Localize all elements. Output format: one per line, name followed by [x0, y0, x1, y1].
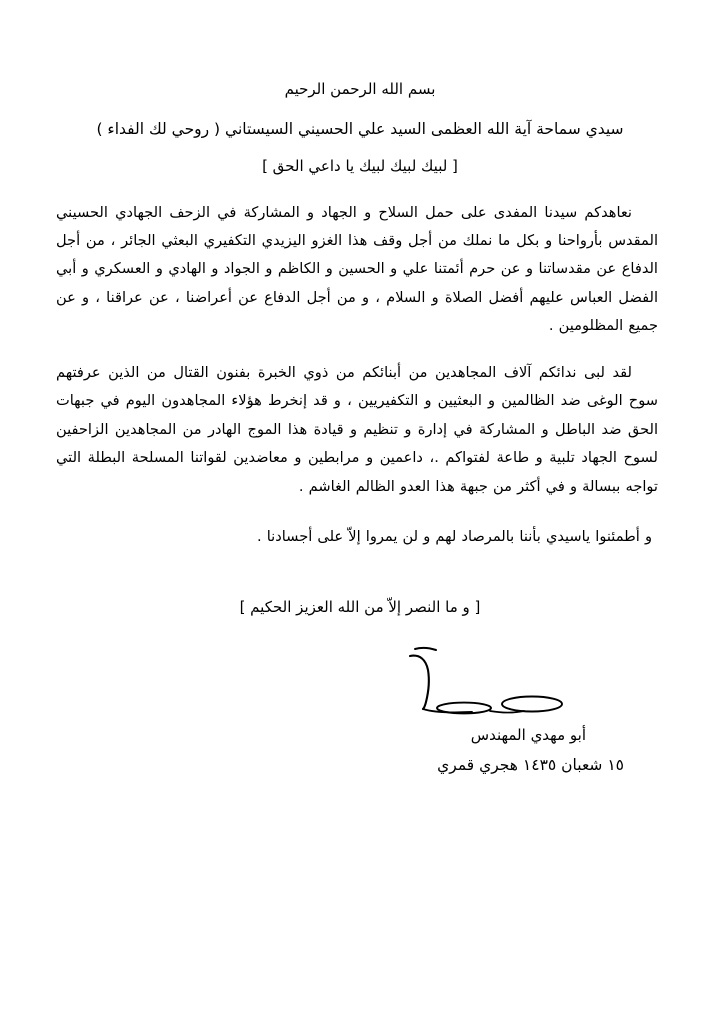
- addressee-line: سيدي سماحة آية الله العظمى السيد علي الحسيني السيستاني ( روحي لك الفداء ): [96, 120, 624, 139]
- salutation-line: [ لبيك لبيك لبيك يا داعي الحق ]: [262, 157, 458, 176]
- closing-verse: [ و ما النصر إلاّ من الله العزيز الحكيم ]: [239, 597, 481, 616]
- handwritten-signature-icon: [402, 646, 632, 724]
- basmala-line: بسم الله الرحمن الرحيم: [284, 80, 436, 98]
- letter-header: [0, 78, 720, 179]
- signature-date: ١٥ شعبان ١٤٣٥ هجري قمري: [437, 755, 624, 774]
- signature-block: [0, 646, 720, 774]
- signature-name: أبو مهدي المهندس: [470, 725, 586, 744]
- body-paragraph-2: لقد لبى ندائكم آلاف المجاهدين من أبنائكم من ذوي الخبرة بفنون القتال من الذين عرفتهم سوح الوغى ضد الظالمين و البعثيين و التكفيريين ، و قد إنخرط هؤلاء المجاهدون اليوم في جبهات الحق ضد الباطل و المشاركة في إدارة و تنظيم و قيادة هذا الموج الهادر من المجاهدين الزاحفين لسوح الجهاد تلبية و طاعة لفتواكم .، داعمين و مرابطين و معاضدين لقواتنا المسلحة البطلة التي تواجه ببسالة و في أكثر من جبهة هذا العدو الظالم الغاشم .: [56, 363, 658, 495]
- body-paragraph-1: نعاهدكم سيدنا المفدى على حمل السلاح و الجهاد و المشاركة في الزحف الجهادي الحسيني المقدس بأرواحنا و بكل ما نملك من أجل وقف هذا الغزو اليزيدي التكفيري البعثي الجائر ، من أجل الدفاع عن مقدساتنا و عن حرم أئمتنا علي و الحسين و الكاظم و الجواد و الهادي و العسكري و أبي الفضل العباس عليهم أفضل الصلاة و السلام ، و من أجل الدفاع عن أعراضنا ، عن عراقنا ، و عن جميع المظلومين .: [56, 203, 658, 335]
- closing-paragraph: و أطمئنوا ياسيدي بأننا بالمرصاد لهم و لن يمروا إلاّ على أجسادنا .: [256, 528, 652, 546]
- letter-body: [0, 199, 720, 552]
